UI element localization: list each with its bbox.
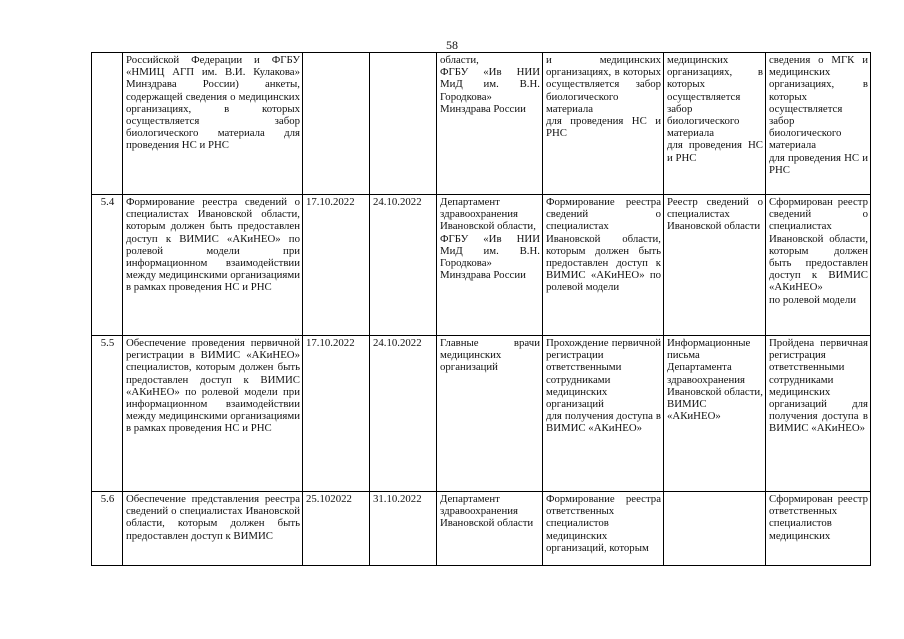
indicator-text: Сформирован реестр ответственных специалистов медицинских [769,493,868,542]
row-number [92,53,123,195]
start-date [303,53,370,195]
table-row [92,53,871,195]
start-date: 25.102022 [303,492,370,566]
indicator-text: Сформирован реестр сведений о специалистах Ивановской области, которым должен быть предоставлен доступ к ВИМИС «АКиНЕО» по ролевой модели [769,196,868,306]
table-row [92,195,871,336]
result-text: Прохождение первичной регистрации ответственными сотрудниками медицинских организаций для получения доступа в ВИМИС «АКиНЕО» [546,337,661,435]
task-text: Российской Федерации и ФГБУ «НМИЦ АГП им. В.И. Кулакова» Минздрава России) анкеты, содержащей сведения о медицинских организациях, в которых осуществляется забор биологического материала для проведения НС и РНС [126,54,300,152]
executor-text: области, ФГБУ «Ив НИИ МиД им. В.Н. Городкова» Минздрава России [440,54,540,115]
indicator-text: сведения о МГК и медицинских организациях, в которых осуществляется забор биологического материала для проведения НС и РНС [769,54,868,176]
end-date: 24.10.2022 [370,336,437,492]
result-text: Формирование реестра ответственных специалистов медицинских организаций, которым [546,493,661,554]
start-date: 17.10.2022 [303,336,370,492]
table-row [92,492,871,566]
end-date: 24.10.2022 [370,195,437,336]
task-text: Формирование реестра сведений о специалистах Ивановской области, которым должен быть предоставлен доступ к ВИМИС «АКиНЕО» по ролевой модели при информационном взаимодействии между медицинскими организациями в рамках проведения НС и РНС [126,196,300,294]
document-text: Реестр сведений о специалистах Ивановской области [667,196,763,233]
task-text: Обеспечение представления реестра сведений о специалистах Ивановской области, которым должен быть предоставлен доступ к ВИМИС [126,493,300,542]
executor-text: Департамент здравоохранения Ивановской области [440,493,534,530]
task-text: Обеспечение проведения первичной регистрации в ВИМИС «АКиНЕО» специалистов, которым должен быть предоставлен доступ к ВИМИС «АКиНЕО» по ролевой модели при информационном взаимодействии между медицинскими организациями в рамках проведения НС и РНС [126,337,300,435]
row-number: 5.6 [92,492,123,566]
row-number: 5.4 [92,195,123,336]
start-date: 17.10.2022 [303,195,370,336]
end-date [370,53,437,195]
end-date: 31.10.2022 [370,492,437,566]
result-text: Формирование реестра сведений о специалистах Ивановской области, которым должен быть предоставлен доступ к ВИМИС «АКиНЕО» по ролевой модели [546,196,661,294]
row-number: 5.5 [92,336,123,492]
document-text: Информационные письма Департамента здравоохранения Ивановской области, ВИМИС «АКиНЕО» [667,337,763,423]
table-row [92,336,871,492]
executor-text: Департамент здравоохранения Ивановской области, ФГБУ «Ив НИИ МиД им. В.Н. Городкова» Минздрава России [440,196,540,282]
executor-text: Главные врачи медицинских организаций [440,337,540,374]
indicator-text: Пройдена первичная регистрация ответственными сотрудниками медицинских организаций для получения доступа в ВИМИС «АКиНЕО» [769,337,868,435]
plan-table [91,52,871,566]
page-number: 58 [446,38,458,52]
document-text: медицинских организациях, в которых осуществляется забор биологического материала для проведения НС и РНС [667,54,763,164]
result-text: и медицинских организациях, в которых осуществляется забор биологического материала для проведения НС и РНС [546,54,661,140]
